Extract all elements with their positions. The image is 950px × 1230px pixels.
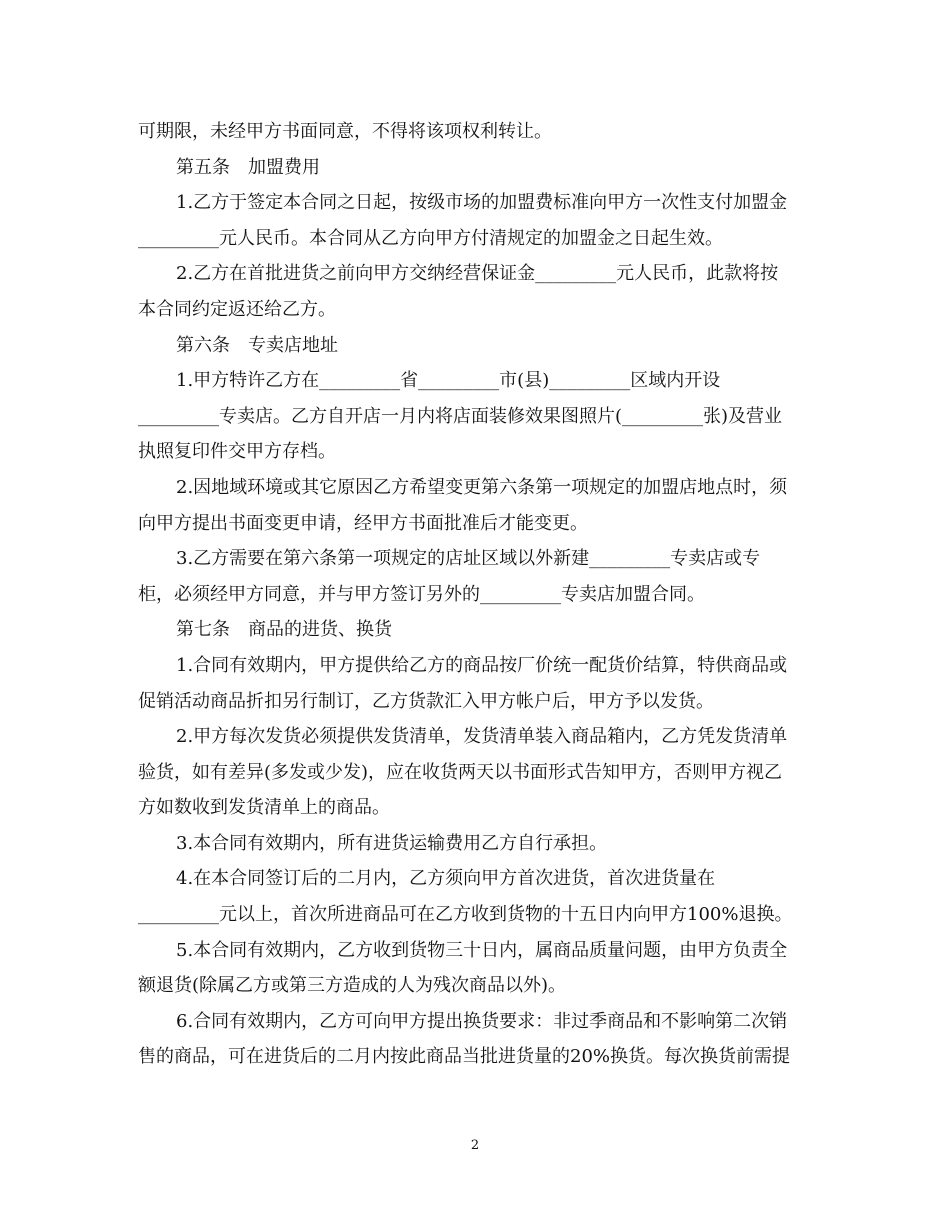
text-line: 本合同约定返还给乙方。 — [138, 298, 336, 320]
document-body — [138, 114, 812, 1075]
text-line: 验货，如有差异(多发或少发)，应在收货两天以书面形式告知甲方，否则甲方视乙 — [138, 761, 783, 783]
text-line: 2.甲方每次发货必须提供发货清单，发货清单装入商品箱内，乙方凭发货清单 — [176, 726, 788, 748]
text-line: 1.甲方特许乙方在_________省_________市(县)_________区域内开设 — [176, 370, 721, 392]
text-line: 可期限，未经甲方书面同意，不得将该项权利转让。 — [138, 121, 552, 142]
text-line: 额退货(除属乙方或第三方造成的人为残次商品以外)。 — [138, 975, 567, 997]
text-line: 1.乙方于签定本合同之日起，按级市场的加盟费标准向甲方一次性支付加盟金 — [176, 192, 788, 214]
text-line: 第七条 商品的进货、换货 — [176, 619, 392, 641]
text-line: 柜，必须经甲方同意，并与甲方签订另外的_________专卖店加盟合同。 — [138, 583, 705, 605]
text-line: _________专卖店。乙方自开店一月内将店面装修效果图照片(_________张)及营业 — [138, 405, 783, 427]
page-number: 2 — [470, 1138, 480, 1153]
text-line: _________元以上，首次所进商品可在乙方收到货物的十五日内向甲方100%退换。 — [138, 904, 793, 926]
text-line: 执照复印件交甲方存档。 — [138, 441, 336, 463]
text-line: 2.乙方在首批进货之前向甲方交纳经营保证金_________元人民币，此款将按 — [176, 263, 779, 285]
text-line: 售的商品，可在进货后的二月内按此商品当批进货量的20%换货。每次换货前需提 — [138, 1046, 791, 1068]
text-line: 2.因地域环境或其它原因乙方希望变更第六条第一项规定的加盟店地点时，须 — [176, 476, 788, 498]
text-line: 4.在本合同签订后的二月内，乙方须向甲方首次进货，首次进货量在 — [176, 868, 716, 890]
text-line: _________元人民币。本合同从乙方向甲方付清规定的加盟金之日起生效。 — [138, 227, 723, 249]
text-line: 6.合同有效期内，乙方可向甲方提出换货要求：非过季商品和不影响第二次销 — [176, 1010, 788, 1032]
text-line: 1.合同有效期内，甲方提供给乙方的商品按厂价统一配货价结算，特供商品或 — [176, 654, 788, 676]
text-line: 促销活动商品折扣另行制订，乙方货款汇入甲方帐户后，甲方予以发货。 — [138, 690, 714, 712]
text-line: 第六条 专卖店地址 — [176, 334, 338, 356]
text-line: 方如数收到发货清单上的商品。 — [138, 797, 390, 819]
text-line: 3.本合同有效期内，所有进货运输费用乙方自行承担。 — [176, 832, 608, 854]
text-line: 向甲方提出书面变更申请，经甲方书面批准后才能变更。 — [138, 512, 588, 534]
text-line: 3.乙方需要在第六条第一项规定的店址区域以外新建_________专卖店或专 — [176, 548, 761, 570]
text-line: 第五条 加盟费用 — [176, 156, 320, 178]
text-line: 5.本合同有效期内，乙方收到货物三十日内，属商品质量问题，由甲方负责全 — [176, 939, 788, 961]
